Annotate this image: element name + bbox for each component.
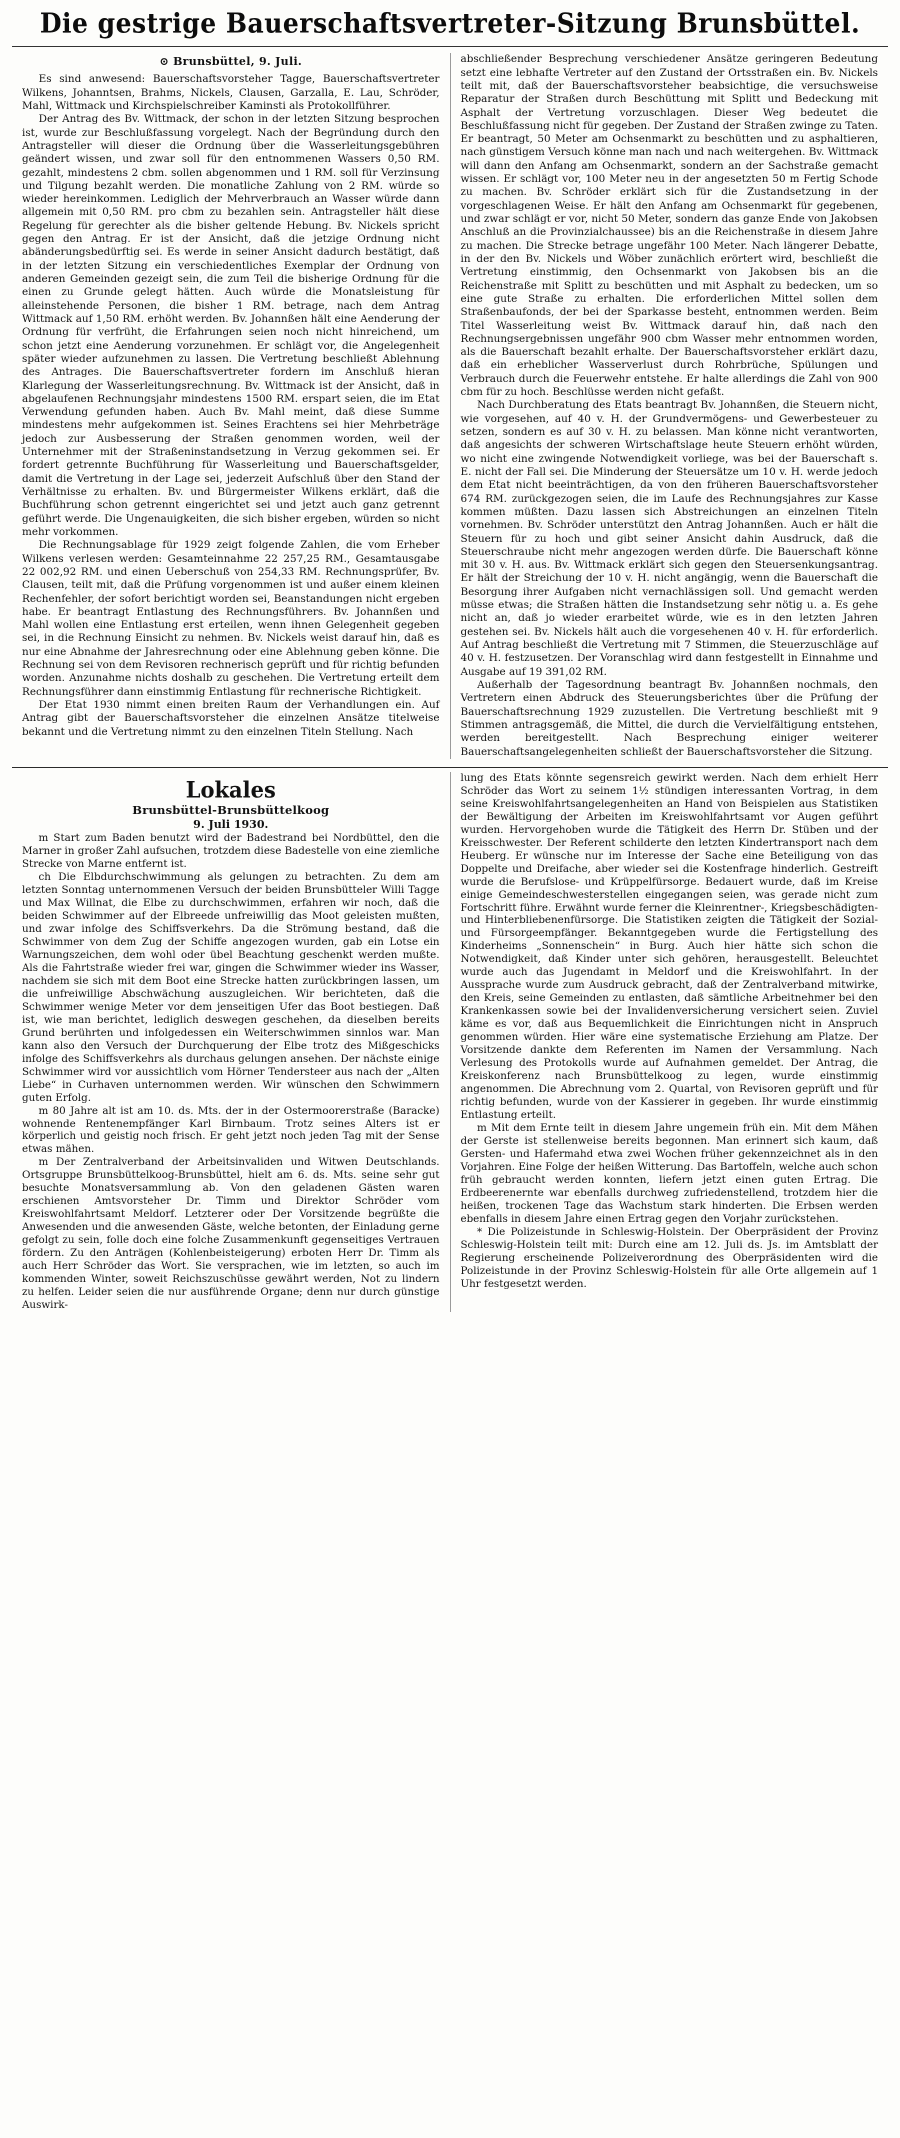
lokales-subtitle: Brunsbüttel-Brunsbüttelkoog [132,802,330,817]
article-paragraph: Außerhalb der Tagesordnung beantragt Bv. Johannßen nochmals, den Vertretern einen Abdruck des Steuerungsberichtes über die Prüfung der Bauerschaftsrechnung 1929 zuzustellen. Die Vertretung beschließt mit 9 Stimmen antragsgemäß, die Mittel, die durch die Vervielfältigung entstehen, werden bereitgestellt. Nach Besprechung einiger weiterer Bauerschaftsangelegenheiten schließt der Bauerschaftsvorsteher die Sitzung. [460,678,878,758]
article-paragraph: Die Rechnungsablage für 1929 zeigt folgende Zahlen, die vom Erheber Wilkens verlesen werden: Gesamteinnahme 22 257,25 RM., Gesamtausgabe 22 002,92 RM. und einen Ueberschuß von 254,33 RM. Rechnungsprüfer, Bv. Clausen, teilt mit, daß die Prüfung vorgenommen ist und außer einem kleinen Rechenfehler, der sofort berichtigt worden sei, Beanstandungen nicht ergeben habe. Er beantragt Entlastung des Rechnungsführers. Bv. Johannßen und Mahl wollen eine Entlastung erst erteilen, wenn ihnen Gelegenheit gegeben sei, in die Rechnung Einsicht zu nehmen. Bv. Nickels weist darauf hin, daß es nur eine Abnahme der Jahresrechnung oder eine Ablehnung geben könne. Die Rechnung sei von dem Revisoren rechnerisch geprüft und für richtig befunden worden. Anzunahme nichts doshalb zu geschehen. Die Vertretung erteilt dem Rechnungsführer dann einstimmig Entlastung für rechnerische Richtigkeit. [22,539,440,698]
lokales-columns [0,768,900,1322]
lokales-column-right [451,772,889,1312]
article-paragraph: Es sind anwesend: Bauerschaftsvorsteher Tagge, Bauerschaftsvertreter Wilkens, Johanntsen, Brahms, Nickels, Clausen, Garzalla, E. Lau, Schröder, Mahl, Wittmack und Kirchspielschreiber Kaminsti als Protokollführer. [22,73,440,112]
article-column-left [12,53,451,759]
lokales-paragraph: m 80 Jahre alt ist am 10. ds. Mts. der in der Ostermoorerstraße (Baracke) wohnende Rentenempfänger Karl Birnbaum. Trotz seines Alters ist er körperlich und geistig noch frisch. Er geht jetzt noch jeden Tag mit der Sense etwas mähen. [22,1104,440,1156]
article-paragraph: Der Antrag des Bv. Wittmack, der schon in der letzten Sitzung besprochen ist, wurde zur Beschlußfassung vorgelegt. Nach der Begründung durch den Antragsteller will dieser die Ordnung über die Wasserleitungsgebühren geändert wissen, und zwar soll für den entnommenen Wassers 0,50 RM. gezahlt, mindestens 2 cbm. sollen abgenommen und 1 RM. soll für Verzinsung und Tilgung bezahlt werden. Die monatliche Zahlung von 2 RM. würde so wieder hereinkommen. Lediglich der Mehrverbrauch an Wasser würde dann allgemein mit 0,50 RM. pro cbm zu bezahlen sein. Antragsteller hält diese Regelung für gerechter als die bisher geltende Hebung. Bv. Nickels spricht gegen den Antrag. Er ist der Ansicht, daß die jetzige Ordnung nicht abänderungsbedürftig sei. Es werde in seiner Ansicht dadurch bestätigt, daß in der letzten Sitzung ein verschiedentliches Exemplar der Ordnung von anderen Gemeinden gezeigt sein, die zum Teil die bisherige Ordnung für die einen zu Grunde gelegt hätten. Auch würde die Monatsleistung für alleinstehende Personen, die bisher 1 RM. betrage, nach dem Antrag Wittmack auf 1,50 RM. erhöht werden. Bv. Johannßen hält eine Aenderung der Ordnung für verfrüht, die Erfahrungen seien noch nicht hinreichend, um schon jetzt eine Aenderung vorzunehmen. Er schlägt vor, die Angelegenheit später wieder aufzunehmen zu lassen. Die Vertretung beschließt Ablehnung des Antrages. Die Bauerschaftsvertreter fordern im Anschluß hieran Klarlegung der Wasserleitungsrechnung. Bv. Wittmack ist der Ansicht, daß in abgelaufenen Rechnungsjahr mindestens 1500 RM. erspart seien, die im Etat Verwendung gefunden haben. Auch Bv. Mahl meint, daß diese Summe mindestens mehr aufgekommen ist. Seines Erachtens sei hier Mehrbeträge jedoch zur Ausbesserung der Straßen genommen worden, weil der Unternehmer mit der Straßeninstandsetzung in Verzug gekommen sei. Er fordert getrennte Buchführung für Wasserleitung und Bauerschaftsgelder, damit die Vertretung in der Lage sei, jederzeit Aufschluß über den Stand der Verhältnisse zu erhalten. Bv. und Bürgermeister Wilkens erklärt, daß die Buchführung schon getrennt eingerichtet sei und jetzt auch ganz getrennt geführt werde. Die Ungenauigkeiten, die sich bisher ergeben, würden so nicht mehr vorkommen. [22,113,440,538]
lokales-paragraph: m Der Zentralverband der Arbeitsinvaliden und Witwen Deutschlands. Ortsgruppe Brunsbüttelkoog-Brunsbüttel, hielt am 6. ds. Mts. seine sehr gut besuchte Monatsversammlung ab. Von den geladenen Gästen waren erschienen Amtsvorsteher Dr. Timm und Direktor Schröder vom Kreiswohlfahrtsamt Meldorf. Letzterer oder Der Vorsitzende begrüßte die Anwesenden und die anwesenden Gäste, welche betonten, der Einladung gerne gefolgt zu sein, folle doch eine folche Zusammenkunft gegenseitiges Vertrauen fördern. Zu den Anträgen (Kohlenbeisteigerung) erboten Herr Dr. Timm als auch Herr Schröder das Wort. Sie versprachen, wie im letzten, so auch im kommenden Winter, soweit Reichszuschüsse gewährt werden, Not zu lindern zu helfen. Leider seien die nur ausführende Organe; denn nur durch günstige Auswirk- [22,1156,440,1312]
article-paragraph: Nach Durchberatung des Etats beantragt Bv. Johannßen, die Steuern nicht, wie vorgesehen, auf 40 v. H. der Grundvermögens- und Gewerbesteuer zu setzen, sondern es auf 30 v. H. zu belassen. Man könne nicht verantworten, daß angesichts der schweren Wirtschaftslage heute Steuern erhöht würden, wo nicht eine zwingende Notwendigkeit vorliege, was bei der Bauerschaft s. E. nicht der Fall sei. Die Minderung der Steuersätze um 10 v. H. werde jedoch dem Etat nicht beeinträchtigen, da von den früheren Bauerschaftsvorsteher 674 RM. zurückgezogen seien, die im Laufe des Rechnungsjahres zur Kasse kommen müßten. Dazu lassen sich Abstreichungen an einzelnen Titeln vornehmen. Bv. Schröder unterstützt den Antrag Johannßen. Auch er hält die Steuern für zu hoch und gibt seiner Ansicht dahin Ausdruck, daß die Steuerschraube nicht mehr angezogen werden dürfe. Die Bauerschaft könne mit 30 v. H. aus. Bv. Wittmack erklärt sich gegen den Steuersenkungsantrag. Er hält der Streichung der 10 v. H. nicht angängig, wenn die Bauerschaft die Besorgung ihrer Aufgaben nicht vernachlässigen soll. Und gemacht werden müsse etwas; die Straßen hätten die Instandsetzung sehr nötig u. a. Es gehe nicht an, daß jo wieder erarbeitet würde, wie es in den letzten Jahren gestehen sei. Bv. Nickels hält auch die vorgesehenen 40 v. H. für erforderlich. Auf Antrag beschließt die Vertretung mit 7 Stimmen, die Steuerzuschläge auf 40 v. H. festzusetzen. Der Voranschlag wird dann festgestellt in Einnahme und Ausgabe auf 19 391,02 RM. [460,399,878,678]
lokales-paragraph: * Die Polizeistunde in Schleswig-Holstein. Der Oberpräsident der Provinz Schleswig-Holstein teilt mit: Durch eine am 12. Juli ds. Js. im Amtsblatt der Regierung erscheinende Polizeiverordnung des Oberpräsidenten wird die Polizeistunde in der Provinz Schleswig-Holstein für alle Orte allgemein auf 1 Uhr festgesetzt werden. [460,1225,878,1290]
lokales-title: Lokales [185,775,276,803]
article-paragraph: abschließender Besprechung verschiedener Ansätze geringeren Bedeutung setzt eine lebhafte Vertreter auf den Zustand der Ortsstraßen ein. Bv. Nickels teilt mit, daß der Bauerschaftsvorsteher beabsichtige, die versuchsweise Reparatur der Straßen durch Beschüttung mit Splitt und Bedeckung mit Asphalt der Vertretung vorzuschlagen. Dieser Weg bedeutet die Beschlußfassung nicht für gegeben. Der Zustand der Straßen zwinge zu Taten. Er beantragt, 50 Meter am Ochsenmarkt zu beschütten und zu asphaltieren, nach günstigem Versuch könne man nach und nach weitergehen. Bv. Wittmack will dann den Anfang am Ochsenmarkt, sondern an der Sachstraße gemacht wissen. Er schlägt vor, 100 Meter neu in der angesetzten 50 m Fertig Schode zu machen. Bv. Schröder erklärt sich für die Zustandsetzung in der vorgeschlagenen Weise. Er hält den Anfang am Ochsenmarkt für gegebenen, und zwar schlägt er vor, nicht 50 Meter, sondern das ganze Ende von Jakobsen Anschluß an die Provinzialchaussee) bis an die Reichenstraße in diesem Jahre zu machen. Die Strecke betrage ungefähr 100 Meter. Nach längerer Debatte, in der den Bv. Nickels und Wöber zunächlich erörtert wird, beschließt die Vertretung einstimmig, den Ochsenmarkt von Jakobsen bis an die Reichenstraße mit Splitt zu beschütten und mit Asphalt zu bedecken, um so eine gute Straße zu erhalten. Die erforderlichen Mittel sollen dem Straßenbaufonds, der bei der Sparkasse besteht, entnommen werden. Beim Titel Wasserleitung weist Bv. Wittmack darauf hin, daß nach den Rechnungsergebnissen ungefähr 900 cbm Wasser mehr entnommen worden, als die Bauerschaft bezahlt erhalte. Der Bauerschaftsvorsteher erklärt dazu, daß ein erheblicher Wasserverlust durch Rohrbrüche, Spülungen und Verbrauch durch die Feuerwehr entstehe. Er halte allerdings die Zahl von 900 cbm für zu hoch. Beschlüsse werden nicht gefaßt. [460,53,878,399]
page-title: Die gestrige Bauerschaftsvertreter-Sitzung Brunsbüttel. [39,7,861,40]
masthead [0,0,900,38]
lokales-paragraph: m Mit dem Ernte teilt in diesem Jahre ungemein früh ein. Mit dem Mähen der Gerste ist stellenweise bereits begonnen. Man erinnert sich kaum, daß Gersten- und Hafermahd etwa zwei Wochen früher gekennzeichnet als in den Vorjahren. Eine Folge der heißen Witterung. Das Bartoffeln, welche auch schon früh gebraucht werden konnten, liefern jetzt einen guten Ertrag. Die Erdbeerenernte war ebenfalls durchweg zufriedenstellend, trotzdem hier die heißen, trockenen Tage das Wachstum stark hinderten. Die Erbsen werden ebenfalls in diesem Jahre einen Ertrag gegen den Vorjahr zurückstehen. [460,1121,878,1225]
lokales-column-left [12,772,451,1312]
lokales-paragraph: m Start zum Baden benutzt wird der Badestrand bei Nordbüttel, den die Marner in großer Zahl aufsuchen, trotzdem diese Badestelle von eine ziemliche Strecke von Marne entfernt ist. [22,832,440,871]
lokales-paragraph: lung des Etats könnte segensreich gewirkt werden. Nach dem erhielt Herr Schröder das Wort zu seinem 1½ stündigen interessanten Vortrag, in dem seine Kreiswohlfahrtsangelegenheiten an Hand von Beispielen aus Statistiken der Bewältigung der Arbeiten im Kreiswohlfahrtsamt vor Augen geführt wurden. Hervorgehoben wurde die Tätigkeit des Herrn Dr. Stüben und der Kreisschwester. Der Referent schilderte den letzten Kindertransport nach dem Heuberg. Er wünsche nur im Interesse der Sache eine Beteiligung von das Doppelte und Dreifache, aber wieder sei die Kostenfrage hinderlich. Gestreift wurde die Berufslose- und Krüppelfürsorge. Bedauert wurde, daß im Kreise einige Gemeindeschwesterstellen eingegangen seien, was gerade nicht zum Fortschritt führe. Erwähnt wurde ferner die Kleinrentner-, Kriegsbeschädigten- und Hinterbliebenenfürsorge. Die Statistiken zeigten die Tätigkeit der Sozial- und Fürsorgeempfänger. Bekanntgegeben wurde die Fertigstellung des Kinderheims „Sonnenschein“ in Burg. Auch hier hätte sich schon die Notwendigkeit, daß Kinder unter sich gehören, herausgestellt. Beleuchtet wurde auch das Jugendamt in Meldorf und die Kreiswohlfahrt. In der Aussprache wurde zum Ausdruck gebracht, daß der Zentralverband mitwirke, den Kreis, seine Gemeinden zu entlasten, daß sämtliche Arbeitnehmer bei den Krankenkassen sowie bei der Invalidenversicherung versichert seien. Zuviel käme es vor, daß aus Bequemlichkeit die Einrichtungen nicht in Anspruch genommen würden. Hier wäre eine systematische Erziehung am Platze. Der Vorsitzende dankte dem Referenten im Namen der Versammlung. Nach Verlesung des Protokolls wurde auf Aufnahmen gemeldet. Der Antrag, die Kreiskonferenz nach Brunsbüttelkoog zu legen, wurde einstimmig angenommen. Die Abrechnung vom 2. Quartal, von Revisoren geprüft und für richtig befunden, wurde von der Kassierer in gegeben. Ihr wurde einstimmig Entlastung erteilt. [460,771,878,1121]
article-columns [0,47,900,759]
lokales-paragraph: ch Die Elbdurchschwimmung als gelungen zu betrachten. Zu dem am letzten Sonntag unternommenen Versuch der beiden Brunsbütteler Willi Tagge und Max Willnat, die Elbe zu durchschwimmen, erfahren wir noch, daß die beiden Schwimmer auf der Elbreede unfreiwillig das Moot geleisten mußten, und zwar infolge des Schiffsverkehrs. Da die Strömung bestand, daß die Schwimmer von dem Zug der Schiffe angezogen wurden, gab ein Lotse ein Warnungszeichen, dem wohl oder übel Beachtung geschenkt werden mußte. Als die Fahrtstraße wieder frei war, gingen die Schwimmer wieder ins Wasser, nachdem sie sich mit dem Boot eine Strecke hatten zurückbringen lassen, um die unfreiwillige Abschwächung auszugleichen. Wir berichteten, daß die Schwimmer wenige Meter vor dem jenseitigen Ufer das Boot bestiegen. Daß ist, wie man berichtet, lediglich deswegen geschehen, da dieselben bereits Grund berührten und infolgedessen ein Weiterschwimmen sinnlos war. Man kann also den Versuch der Durchquerung der Elbe trotz des Mißgeschicks infolge des Schiffsverkehrs als durchaus gelungen ansehen. Der nächste einige Schwimmer wird vor aussichtlich vom Hörner Tendersteer aus nach der „Alten Liebe“ in Curhaven unternommen werden. Wir wünschen den Schwimmern guten Erfolg. [22,871,440,1104]
article-column-right [451,53,889,759]
lokales-header [22,772,440,832]
article-paragraph: Der Etat 1930 nimmt einen breiten Raum der Verhandlungen ein. Auf Antrag gibt der Bauerschaftsvorsteher die einzelnen Ansätze titelweise bekannt und die Vertretung nimmt zu den einzelnen Titeln Stellung. Nach [22,699,440,738]
dateline: ⊙ Brunsbüttel, 9. Juli. [159,55,303,69]
lokales-date: 9. Juli 1930. [193,818,269,832]
